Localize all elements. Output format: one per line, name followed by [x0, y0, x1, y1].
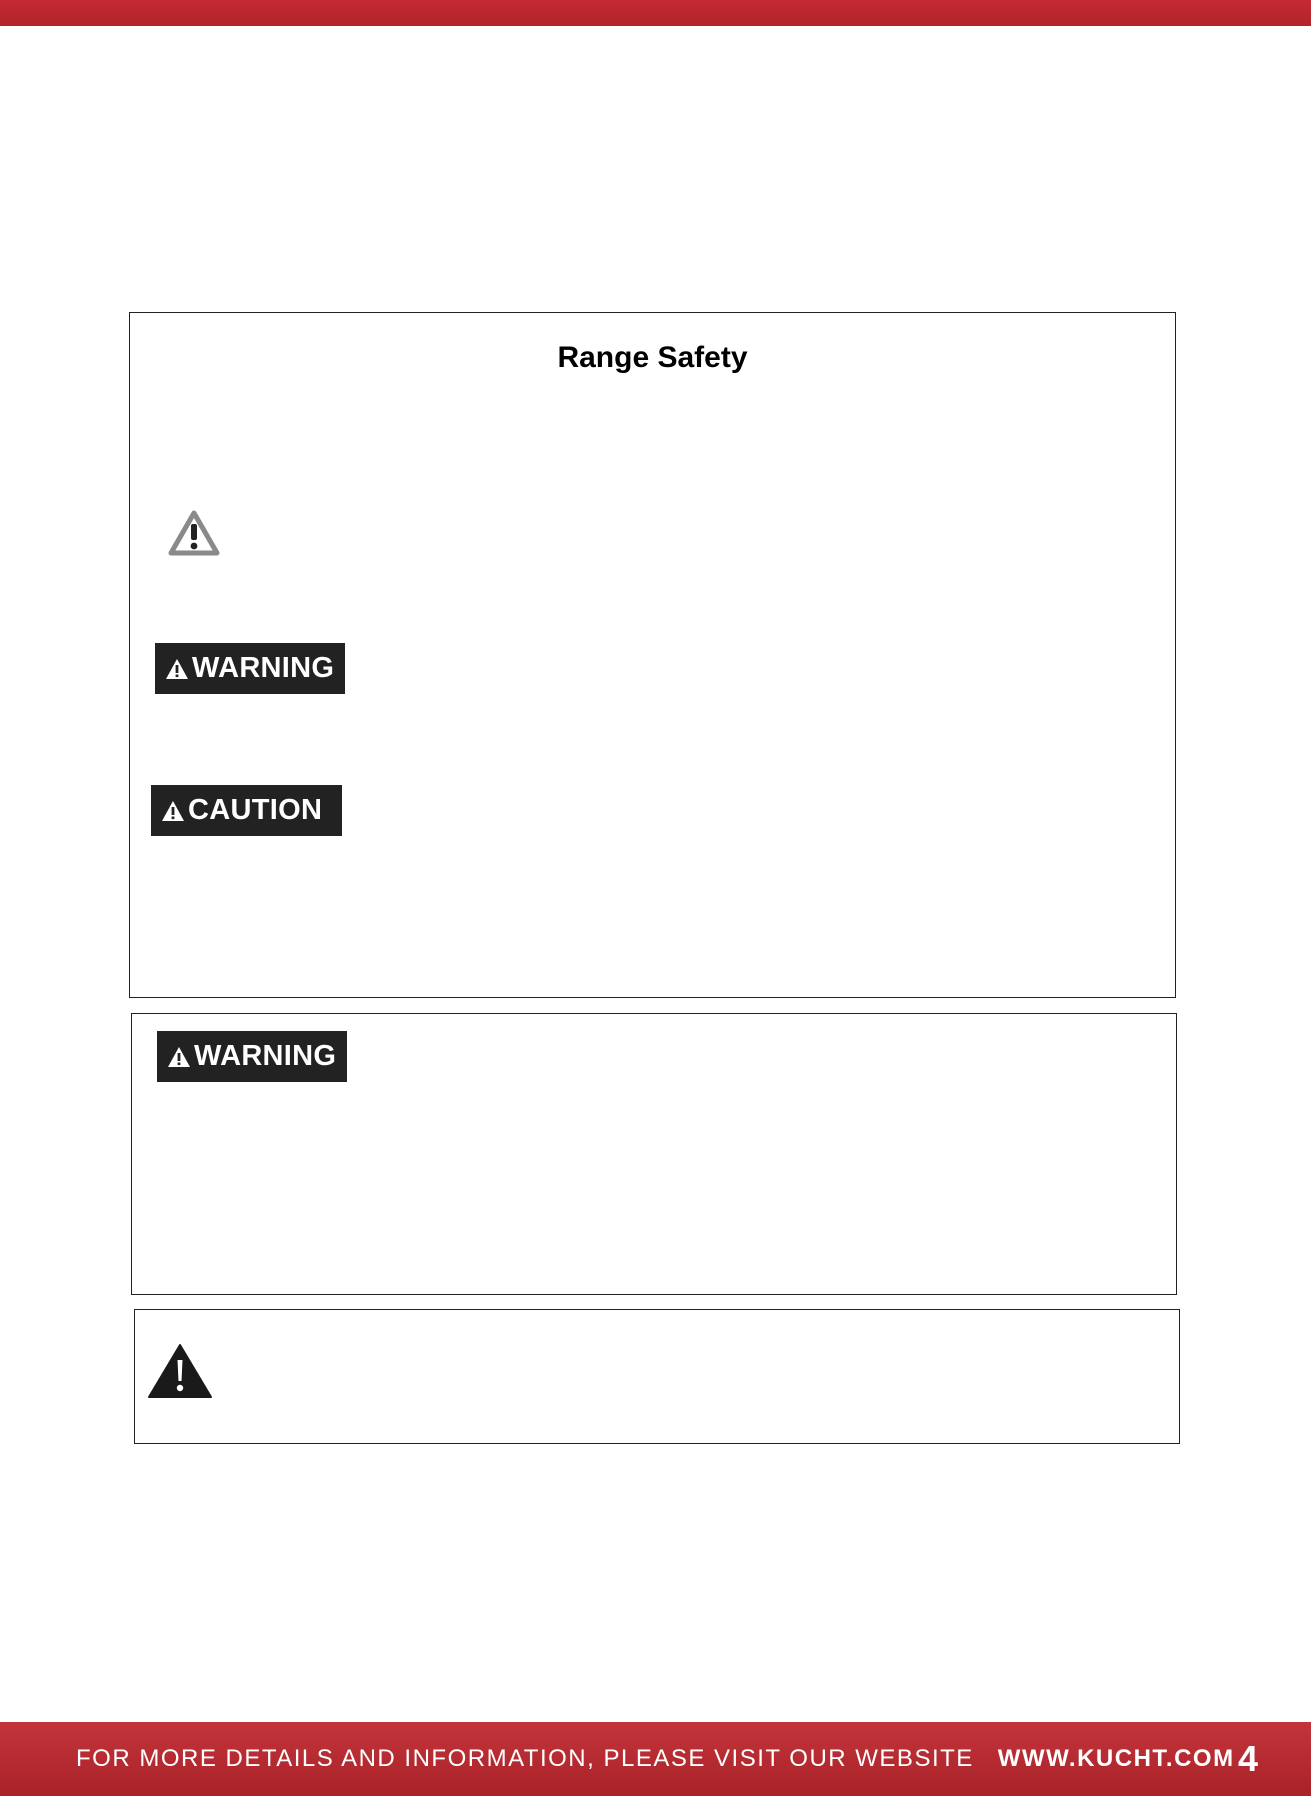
warning-triangle-icon: [167, 1046, 191, 1068]
warning-box: [131, 1013, 1177, 1295]
range-safety-title: Range Safety: [557, 341, 748, 374]
caution-label: [151, 785, 342, 836]
alert-solid-icon: [147, 1343, 213, 1399]
warning-label-text: WARNING: [192, 652, 335, 684]
caution-triangle-icon: [161, 800, 185, 822]
footer-website-link[interactable]: WWW.KUCHT.COM: [997, 1745, 1235, 1772]
notice-box: [134, 1309, 1180, 1444]
range-safety-box: [129, 312, 1176, 998]
page-number: 4: [1237, 1738, 1258, 1779]
warning-label: [157, 1031, 347, 1082]
footer-text: FOR MORE DETAILS AND INFORMATION, PLEASE VISIT OUR WEBSITE: [76, 1745, 974, 1772]
alert-outline-icon: [168, 509, 220, 557]
warning-label: [155, 643, 345, 694]
footer-banner: [0, 1722, 1311, 1796]
warning-triangle-icon: [165, 658, 189, 680]
warning-label-text: WARNING: [194, 1040, 337, 1072]
caution-label-text: CAUTION: [188, 794, 323, 826]
top-banner: [0, 0, 1311, 26]
